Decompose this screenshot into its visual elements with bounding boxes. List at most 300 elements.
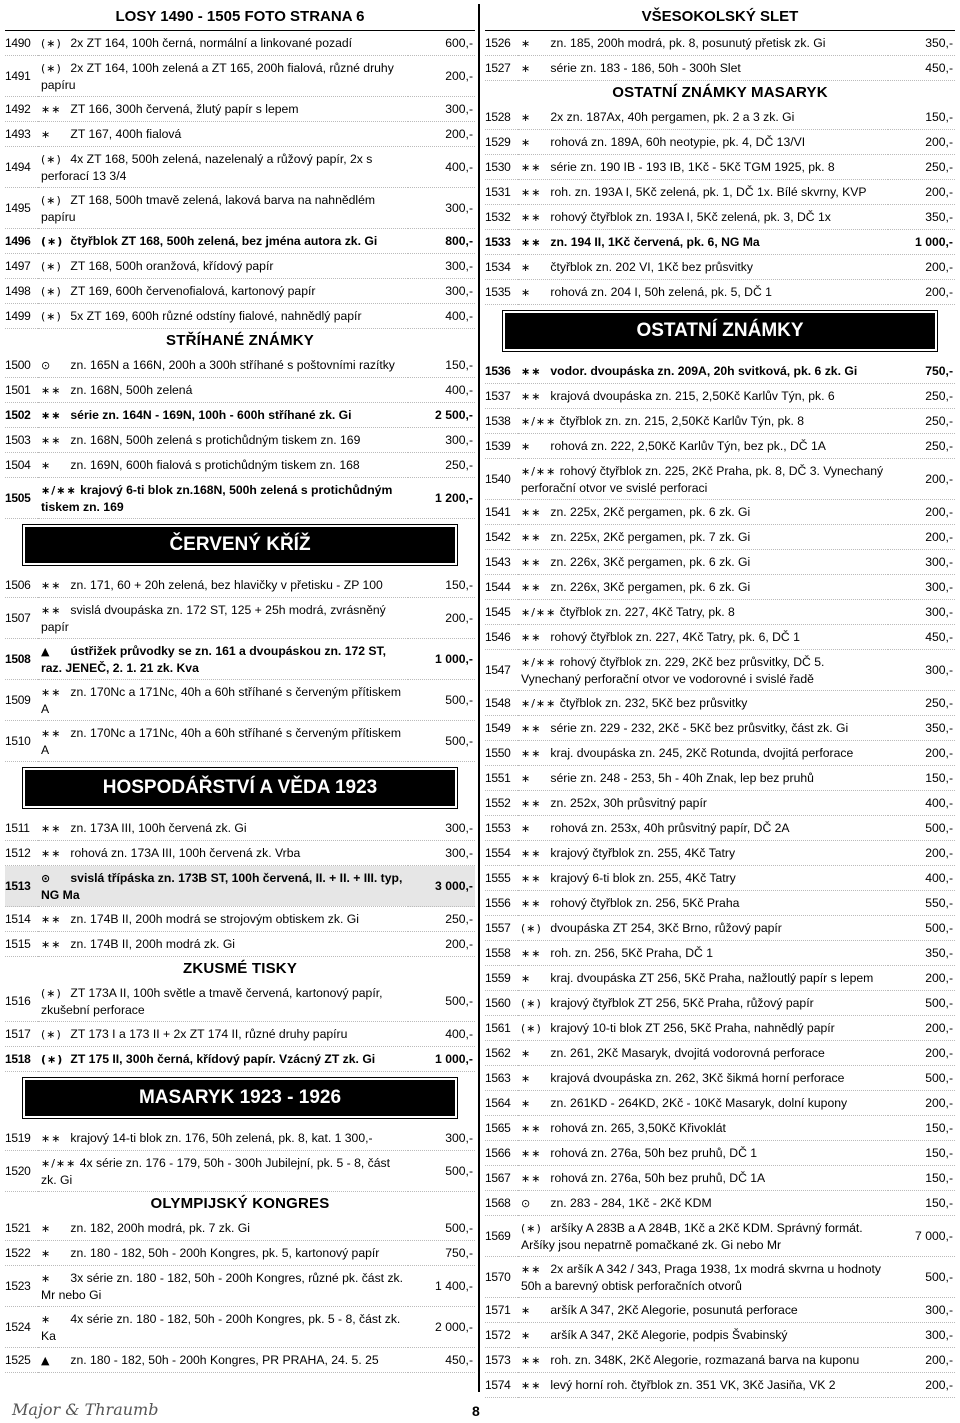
lot-text: 2x ZT 164, 100h zelená a ZT 165, 200h fialová, různé druhy papíru (41, 60, 394, 92)
lot-number: 1531 (485, 180, 518, 205)
lot-description (518, 1348, 888, 1373)
condition-symbol: ∗∗ (41, 408, 62, 422)
lot-text: rohový čtyřblok zn. 193A I, 5Kč zelená, pk. 3, DČ 1x (550, 209, 831, 224)
lot-number: 1549 (485, 716, 518, 741)
lot-text: 4x série zn. 176 - 179, 50h - 300h Jubilejní, pk. 5 - 8, část zk. Gi (41, 1155, 391, 1187)
lot-number: 1491 (5, 56, 38, 97)
lot-price: 300,- (408, 816, 475, 841)
lot-description (38, 97, 408, 122)
lot-number: 1539 (485, 434, 518, 459)
lot-description (518, 891, 888, 916)
lot-description (518, 255, 888, 280)
lot-number: 1504 (5, 453, 38, 478)
lot-number: 1537 (485, 384, 518, 409)
lot-text: vodor. dvoupáska zn. 209A, 20h svitková, pk. 6 zk. Gi (550, 363, 858, 378)
section-heading: HOSPODÁŘSTVÍ A VĚDA 1923 (25, 770, 455, 806)
lot-description (38, 378, 408, 403)
lot-price: 200,- (888, 280, 955, 305)
lot-description (38, 1216, 408, 1241)
lot-number: 1550 (485, 741, 518, 766)
condition-symbol: ∗∗ (41, 937, 62, 951)
lot-description (38, 1241, 408, 1266)
lot-row (485, 500, 955, 525)
lot-description (38, 147, 408, 188)
lot-table (5, 353, 475, 519)
lot-description (38, 353, 408, 378)
lot-number: 1555 (485, 866, 518, 891)
lot-text: dvoupáska ZT 254, 3Kč Brno, růžový papír (550, 920, 782, 935)
lot-description (38, 1022, 408, 1047)
section-heading: ZKUSMÉ TISKY (182, 960, 298, 977)
condition-symbol: (∗) (521, 1221, 542, 1235)
lot-row (5, 981, 475, 1022)
lot-text: zn. 283 - 284, 1Kč - 2Kč KDM (550, 1195, 712, 1210)
section-heading: ČERVENÝ KŘÍŽ (25, 527, 455, 563)
condition-symbol: ∗∗ (521, 1146, 542, 1160)
lot-row (485, 716, 955, 741)
lot-price: 1 000,- (888, 230, 955, 255)
lot-row (5, 932, 475, 957)
condition-symbol: ∗∗ (521, 364, 542, 378)
lot-description (518, 941, 888, 966)
lot-text: 2x zn. 187Ax, 40h pergamen, pk. 2 a 3 zk. Gi (550, 109, 795, 124)
lot-description (518, 1257, 888, 1298)
lot-description (518, 600, 888, 625)
condition-symbol: ∗∗ (521, 1353, 542, 1367)
lot-description (518, 1166, 888, 1191)
lot-number: 1536 (485, 359, 518, 384)
condition-symbol: ∗∗ (521, 1171, 542, 1185)
lot-text: čtyřblok zn. 227, 4Kč Tatry, pk. 8 (559, 604, 735, 619)
lot-row (5, 453, 475, 478)
lot-price: 450,- (888, 625, 955, 650)
lot-price: 450,- (408, 1348, 475, 1373)
lot-row (485, 916, 955, 941)
lot-price: 250,- (888, 434, 955, 459)
lot-description (518, 1323, 888, 1348)
lot-description (518, 525, 888, 550)
lot-price: 200,- (888, 741, 955, 766)
condition-symbol: ∗/∗∗ (521, 605, 557, 619)
lot-number: 1570 (485, 1257, 518, 1298)
lot-number: 1551 (485, 766, 518, 791)
lot-row (485, 691, 955, 716)
lot-number: 1538 (485, 409, 518, 434)
lot-description (38, 453, 408, 478)
lot-text: ZT 168, 500h oranžová, křídový papír (70, 258, 274, 273)
lot-row (485, 941, 955, 966)
lot-row (485, 625, 955, 650)
lot-price: 500,- (408, 1216, 475, 1241)
lot-description (38, 639, 408, 680)
lot-number: 1567 (485, 1166, 518, 1191)
lot-description (518, 550, 888, 575)
lot-number: 1566 (485, 1141, 518, 1166)
lot-number: 1490 (5, 31, 38, 56)
section-heading: MASARYK 1923 - 1926 (25, 1080, 455, 1116)
lot-description (518, 716, 888, 741)
lot-text: krajový 6-ti blok zn. 255, 4Kč Tatry (550, 870, 736, 885)
lot-text: zn. 261KD - 264KD, 2Kč - 10Kč Masaryk, dolní kupony (550, 1095, 848, 1110)
lot-number: 1557 (485, 916, 518, 941)
lot-description (38, 122, 408, 147)
lot-text: zn. 168N, 500h zelená (70, 382, 193, 397)
condition-symbol: ∗∗ (521, 235, 542, 249)
lot-table (5, 573, 475, 762)
lot-price: 500,- (408, 1151, 475, 1192)
lot-row (5, 188, 475, 229)
lot-row (5, 1126, 475, 1151)
lot-row (485, 255, 955, 280)
lot-row (5, 97, 475, 122)
lot-row (5, 866, 475, 907)
lot-price: 300,- (408, 279, 475, 304)
lot-text: ZT 166, 300h červená, žlutý papír s lepem (70, 101, 299, 116)
lot-table (5, 1216, 475, 1373)
lot-price: 200,- (408, 598, 475, 639)
lot-description (518, 866, 888, 891)
lot-text: 4x série zn. 180 - 182, 50h - 200h Kongres, pk. 5 - 8, část zk. Ka (41, 1311, 401, 1343)
lot-row (5, 147, 475, 188)
lot-text: zn. 226x, 3Kč pergamen, pk. 6 zk. Gi (550, 554, 751, 569)
lot-table (5, 981, 475, 1072)
lot-price: 600,- (408, 31, 475, 56)
lot-price: 150,- (408, 353, 475, 378)
condition-symbol: (∗) (41, 36, 62, 50)
lot-description (518, 816, 888, 841)
lot-row (5, 1348, 475, 1373)
lot-number: 1522 (5, 1241, 38, 1266)
lot-text: ZT 173A II, 100h světle a tmavě červená, kartonový papír, zkušební perforace (41, 985, 383, 1017)
lot-description (518, 205, 888, 230)
lot-number: 1514 (5, 907, 38, 932)
lot-row (5, 56, 475, 97)
lot-price: 200,- (888, 1041, 955, 1066)
lot-number: 1501 (5, 378, 38, 403)
lot-row (5, 1241, 475, 1266)
lot-text: čtyřblok ZT 168, 500h zelená, bez jména autora zk. Gi (70, 233, 378, 248)
publisher-logo: Major & Thraumb (12, 1400, 159, 1419)
lot-price: 400,- (888, 866, 955, 891)
lot-number: 1493 (5, 122, 38, 147)
lot-row (485, 180, 955, 205)
lot-text: série zn. 164N - 169N, 100h - 600h stříhané zk. Gi (70, 407, 352, 422)
lot-number: 1548 (485, 691, 518, 716)
lot-text: rohová zn. 173A III, 100h červená zk. Vrba (70, 845, 301, 860)
lot-row (5, 1022, 475, 1047)
lot-price: 500,- (888, 1257, 955, 1298)
lot-price: 300,- (888, 550, 955, 575)
lot-row (485, 280, 955, 305)
lot-number: 1529 (485, 130, 518, 155)
condition-symbol: ∗∗ (41, 821, 62, 835)
lot-description (38, 573, 408, 598)
lot-price: 750,- (888, 359, 955, 384)
section-heading: OSTATNÍ ZNÁMKY MASARYK (612, 84, 828, 101)
lot-number: 1546 (485, 625, 518, 650)
lot-price: 300,- (888, 650, 955, 691)
lot-table (5, 1126, 475, 1192)
lot-number: 1569 (485, 1216, 518, 1257)
condition-symbol: (∗) (41, 1027, 62, 1041)
lot-row (5, 639, 475, 680)
lot-price: 300,- (408, 1126, 475, 1151)
lot-price: 1 000,- (408, 1047, 475, 1072)
lot-row (5, 378, 475, 403)
lot-description (518, 575, 888, 600)
lot-row (485, 205, 955, 230)
lot-price: 500,- (408, 680, 475, 721)
lot-description (518, 230, 888, 255)
lot-number: 1541 (485, 500, 518, 525)
lot-text: svislá dvoupáska zn. 172 ST, 125 + 25h modrá, zvrásněný papír (41, 602, 386, 634)
condition-symbol: ∗∗ (521, 160, 542, 174)
lot-description (518, 691, 888, 716)
lot-price: 250,- (888, 384, 955, 409)
lot-number: 1520 (5, 1151, 38, 1192)
lot-text: série zn. 229 - 232, 2Kč - 5Kč bez průsvitky, část zk. Gi (550, 720, 849, 735)
lot-description (518, 1298, 888, 1323)
lot-text: rohová zn. 276a, 50h bez pruhů, DČ 1 (550, 1145, 758, 1160)
condition-symbol: ▲ (41, 644, 51, 658)
lot-row (5, 1307, 475, 1348)
lot-price: 550,- (888, 891, 955, 916)
condition-symbol: ∗/∗∗ (41, 1156, 77, 1170)
condition-symbol: ∗ (41, 1271, 52, 1285)
lot-text: čtyřblok zn. 202 VI, 1Kč bez průsvitky (550, 259, 753, 274)
lot-text: krajový čtyřblok ZT 256, 5Kč Praha, růžový papír (550, 995, 814, 1010)
condition-symbol: ∗ (521, 36, 532, 50)
lot-text: zn. 180 - 182, 50h - 200h Kongres, pk. 5, kartonový papír (70, 1245, 380, 1260)
condition-symbol: ∗∗ (521, 505, 542, 519)
lot-text: krajový 10-ti blok ZT 256, 5Kč Praha, nahnědlý papír (550, 1020, 835, 1035)
lot-price: 750,- (408, 1241, 475, 1266)
lot-number: 1506 (5, 573, 38, 598)
lot-description (518, 155, 888, 180)
lot-description (38, 1266, 408, 1307)
lot-row (5, 907, 475, 932)
lot-table (485, 105, 955, 305)
lot-number: 1573 (485, 1348, 518, 1373)
lot-text: zn. 173A III, 100h červená zk. Gi (70, 820, 247, 835)
lot-row (485, 230, 955, 255)
lot-number: 1561 (485, 1016, 518, 1041)
lot-description (38, 680, 408, 721)
lot-number: 1528 (485, 105, 518, 130)
condition-symbol: ∗∗ (521, 1262, 542, 1276)
condition-symbol: ∗∗ (41, 846, 62, 860)
lot-number: 1558 (485, 941, 518, 966)
lot-row (485, 891, 955, 916)
lot-row (485, 1066, 955, 1091)
lot-text: zn. 261, 2Kč Masaryk, dvojitá vodorovná perforace (550, 1045, 825, 1060)
section-heading: OSTATNÍ ZNÁMKY (505, 313, 935, 349)
lot-row (485, 791, 955, 816)
condition-symbol: ∗∗ (41, 1131, 62, 1145)
lot-row (5, 122, 475, 147)
lot-row (5, 1266, 475, 1307)
condition-symbol: ∗ (41, 127, 52, 141)
lot-price: 150,- (888, 1116, 955, 1141)
lot-text: 3x série zn. 180 - 182, 50h - 200h Kongres, různé pk. část zk. Mr nebo Gi (41, 1270, 404, 1302)
condition-symbol: ∗ (521, 110, 532, 124)
lot-price: 300,- (888, 1323, 955, 1348)
lot-number: 1568 (485, 1191, 518, 1216)
lot-text: kraj. dvoupáska zn. 245, 2Kč Rotunda, dvojitá perforace (550, 745, 854, 760)
lot-description (38, 907, 408, 932)
condition-symbol: ∗∗ (521, 630, 542, 644)
lot-row (485, 650, 955, 691)
lot-number: 1530 (485, 155, 518, 180)
condition-symbol: (∗) (521, 1021, 542, 1035)
lot-price: 200,- (888, 459, 955, 500)
condition-symbol: ∗∗ (521, 746, 542, 760)
lot-description (518, 1191, 888, 1216)
lot-number: 1532 (485, 205, 518, 230)
condition-symbol: ∗ (521, 771, 532, 785)
condition-symbol: (∗) (41, 284, 62, 298)
condition-symbol: ∗ (41, 1246, 52, 1260)
lot-description (38, 188, 408, 229)
lot-number: 1527 (485, 56, 518, 81)
page-number: 8 (472, 1403, 480, 1419)
lot-price: 250,- (888, 691, 955, 716)
lot-row (485, 1373, 955, 1398)
lot-number: 1547 (485, 650, 518, 691)
lot-price: 1 000,- (408, 639, 475, 680)
lot-number: 1560 (485, 991, 518, 1016)
lot-number: 1518 (5, 1047, 38, 1072)
lot-row (5, 428, 475, 453)
lot-row (485, 741, 955, 766)
lot-row (485, 1298, 955, 1323)
lot-number: 1571 (485, 1298, 518, 1323)
lot-number: 1508 (5, 639, 38, 680)
lot-row (485, 434, 955, 459)
lot-row (5, 680, 475, 721)
lot-text: ZT 173 I a 173 II + 2x ZT 174 II, různé druhy papíru (70, 1026, 348, 1041)
lot-text: zn. 225x, 2Kč pergamen, pk. 7 zk. Gi (550, 529, 751, 544)
lot-description (38, 428, 408, 453)
lot-description (38, 478, 408, 519)
lot-number: 1519 (5, 1126, 38, 1151)
lot-row (5, 1216, 475, 1241)
lot-price: 350,- (888, 205, 955, 230)
lot-text: zn. 174B II, 200h modrá se strojovým obtiskem zk. Gi (70, 911, 359, 926)
condition-symbol: ∗ (41, 1312, 52, 1326)
lot-price: 150,- (888, 1141, 955, 1166)
lot-description (518, 409, 888, 434)
lot-text: rohová zn. 253x, 40h průsvitný papír, DČ 2A (550, 820, 790, 835)
lot-description (518, 841, 888, 866)
lot-text: zn. 168N, 500h zelená s protichůdným tiskem zn. 169 (70, 432, 361, 447)
lot-description (518, 650, 888, 691)
lot-description (518, 625, 888, 650)
lot-row (5, 31, 475, 56)
lot-text: aršík A 347, 2Kč Alegorie, podpis Švabinský (550, 1327, 788, 1342)
lot-number: 1565 (485, 1116, 518, 1141)
condition-symbol: (∗) (41, 152, 62, 166)
lot-price: 500,- (408, 721, 475, 762)
condition-symbol: ∗∗ (521, 846, 542, 860)
lot-price: 400,- (408, 304, 475, 329)
lot-text: 5x ZT 169, 600h různé odstíny fialové, nahnědlý papír (70, 308, 362, 323)
condition-symbol: ⊙ (521, 1196, 532, 1210)
lot-description (518, 1116, 888, 1141)
lot-number: 1497 (5, 254, 38, 279)
lot-text: krajová dvoupáska zn. 262, 3Kč šikmá horní perforace (550, 1070, 845, 1085)
lot-number: 1499 (5, 304, 38, 329)
lot-row (485, 1216, 955, 1257)
lot-row (5, 353, 475, 378)
lot-number: 1545 (485, 600, 518, 625)
lot-description (38, 841, 408, 866)
lot-text: zn. 180 - 182, 50h - 200h Kongres, PR PRAHA, 24. 5. 25 (70, 1352, 379, 1367)
lot-description (518, 180, 888, 205)
lot-number: 1559 (485, 966, 518, 991)
lot-price: 500,- (888, 1066, 955, 1091)
lot-text: série zn. 183 - 186, 50h - 300h Slet (550, 60, 741, 75)
lot-price: 200,- (408, 122, 475, 147)
lot-table (5, 31, 475, 329)
lot-price: 300,- (888, 575, 955, 600)
lot-row (5, 1047, 475, 1072)
lot-text: zn. 171, 60 + 20h zelená, bez hlavičky v přetisku - ZP 100 (70, 577, 383, 592)
lot-row (485, 1191, 955, 1216)
lot-description (38, 254, 408, 279)
lot-table (485, 359, 955, 1398)
condition-symbol: (∗) (41, 193, 62, 207)
lot-number: 1507 (5, 598, 38, 639)
lot-row (485, 459, 955, 500)
lot-description (38, 1151, 408, 1192)
lot-text: zn. 182, 200h modrá, pk. 7 zk. Gi (70, 1220, 250, 1235)
lot-row (485, 841, 955, 866)
condition-symbol: ∗ (521, 439, 532, 453)
lot-price: 400,- (408, 147, 475, 188)
lot-number: 1525 (5, 1348, 38, 1373)
lot-number: 1496 (5, 229, 38, 254)
condition-symbol: ∗∗ (521, 796, 542, 810)
condition-symbol: ∗∗ (41, 102, 62, 116)
lot-description (518, 1373, 888, 1398)
condition-symbol: ∗/∗∗ (521, 464, 557, 478)
condition-symbol: ∗/∗∗ (41, 483, 77, 497)
lot-price: 300,- (888, 1298, 955, 1323)
lot-price: 250,- (408, 453, 475, 478)
lot-text: série zn. 248 - 253, 5h - 40h Znak, lep bez pruhů (550, 770, 814, 785)
lot-number: 1535 (485, 280, 518, 305)
lot-number: 1534 (485, 255, 518, 280)
lot-description (518, 991, 888, 1016)
lot-row (485, 1257, 955, 1298)
lot-row (485, 550, 955, 575)
lot-description (518, 916, 888, 941)
lot-row (485, 1348, 955, 1373)
lot-text: čtyřblok zn. 232, 5Kč bez průsvitky (559, 695, 748, 710)
condition-symbol: ▲ (41, 1353, 51, 1367)
lot-price: 7 000,- (888, 1216, 955, 1257)
lot-number: 1523 (5, 1266, 38, 1307)
lot-description (518, 1141, 888, 1166)
condition-symbol: ∗ (521, 1071, 532, 1085)
condition-symbol: (∗) (41, 986, 62, 1000)
lot-text: krajová dvoupáska zn. 215, 2,50Kč Karlův Týn, pk. 6 (550, 388, 835, 403)
lot-description (518, 434, 888, 459)
lot-number: 1543 (485, 550, 518, 575)
lot-description (38, 279, 408, 304)
condition-symbol: ∗∗ (521, 896, 542, 910)
